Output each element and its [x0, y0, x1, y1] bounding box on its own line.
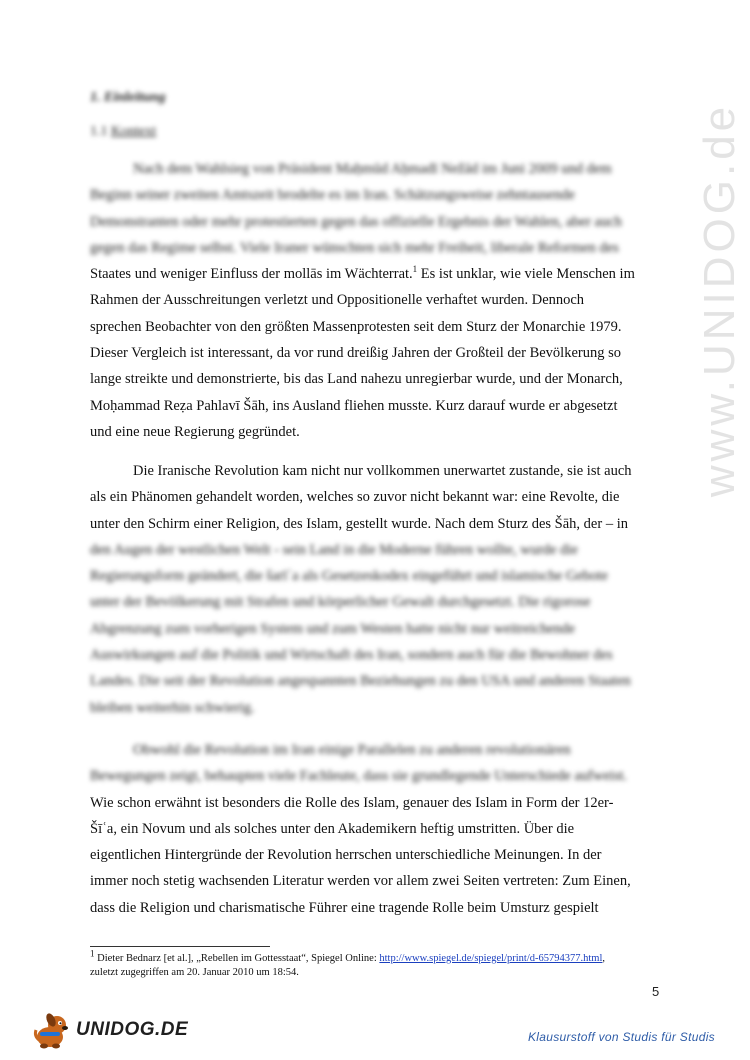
text-line: Bewegungen zeigt, behaupten viele Fachleute, dass sie grundlegende Unterschiede aufweist. [90, 768, 628, 785]
footnote-number: 1 [90, 948, 95, 959]
text-line: Wie schon erwähnt ist besonders die Rolle des Islam, genauer des Islam in Form der 12er- [90, 794, 614, 811]
text-line: Auswirkungen auf die Politik und Wirtschaft des Iran, sondern auch für die Bewohner des [90, 647, 613, 664]
footnote-reference: 1 [412, 264, 418, 275]
text-line: dass die Religion und charismatische Führer eine tragende Rolle beim Umsturz gespielt [90, 899, 599, 916]
text-line: unter der Bevölkerung mit Strafen und körperlicher Gewalt durchgesetzt. Die rigorose [90, 594, 591, 611]
text-line [90, 261, 660, 287]
logo-text: UNIDOG.DE [76, 1019, 189, 1040]
text-line: sprechen Beobachter von den größten Massenprotesten seit dem Sturz der Monarchie 1979. [90, 318, 622, 335]
footnote-text: , [602, 953, 605, 964]
text-line: gegen das Regime selbst. Viele Iraner wünschten sich mehr Freiheit, liberale Reformen des [90, 239, 619, 256]
footnote-line: zuletzt zugegriffen am 20. Januar 2010 um 18:54. [90, 967, 299, 978]
text-line: eigentlichen Hintergründe der Revolution herrschen unterschiedliche Meinungen. In der [90, 847, 602, 864]
dog-mascot-icon [30, 1010, 74, 1050]
tagline: Klausurstoff von Studis für Studis [528, 1030, 715, 1044]
text-line: Landes. Die seit der Revolution angespannten Beziehungen zu den USA und anderen Staaten [90, 673, 631, 690]
text-line: Moḥammad Reẓa Pahlavī Šāh, ins Ausland fliehen musste. Kurz darauf wurde er abgesetzt [90, 397, 618, 414]
text-line: und eine neue Regierung gegründet. [90, 423, 300, 440]
text-line: lange streikte und demonstrierte, bis das Land nahezu unregierbar wurde, und der Monarch, [90, 371, 623, 388]
text-line: Abgrenzung zum vorherigen System und zum Westen hatte nicht nur weitreichende [90, 620, 575, 637]
page-number: 5 [652, 984, 660, 999]
text-line: Rahmen der Ausschreitungen verletzt und Oppositionelle verhaftet wurden. Dennoch [90, 292, 585, 309]
text-line: Dieser Vergleich ist interessant, da vor rund dreißig Jahren der Großteil der Bevölkerung so [90, 345, 621, 362]
unidog-logo[interactable] [30, 1010, 188, 1050]
section-title: Kontext [111, 124, 157, 139]
text-line: als ein Phänomen gehandelt worden, welches so zuvor nicht bekannt war: eine Revolte, die [90, 489, 620, 506]
text-line: bleiben weiterhin schwierig. [90, 699, 255, 716]
text-line: Šīʿa, ein Novum und als solches unter den Akademikern heftig umstritten. Über die [90, 820, 575, 837]
text-line: Die Iranische Revolution kam nicht nur vollkommen unerwartet zustande, sie ist auch [133, 463, 632, 479]
text-line: unter den Schirm einer Religion, des Islam, gestellt wurde. Nach dem Sturz des Šāh, der – in [90, 515, 628, 532]
text-span: Staates und weniger Einfluss der mollās im Wächterrat. [90, 266, 413, 283]
footnote-separator [90, 946, 270, 947]
text-line: Regierungsform geändert, die šarīʿa als Gesetzeskodex eingeführt und islamische Gebote [90, 568, 608, 585]
text-line: Demonstranten oder mehr protestierten gegen das offizielle Ergebnis der Wahlen, aber auch [90, 213, 622, 230]
paragraph-1 [90, 156, 660, 445]
text-line: Beginn seiner zweiten Amtszeit brodelte es im Iran. Schätzungsweise zehntausende [90, 187, 575, 204]
text-line: den Augen der westlichen Welt - sein Land in die Moderne führen wollte, wurde die [90, 541, 578, 558]
footnote [90, 948, 670, 980]
footnote-text: Dieter Bednarz [et al.], „Rebellen im Gottesstaat“, Spiegel Online: [94, 953, 380, 964]
text-line: Obwohl die Revolution im Iran einige Parallelen zu anderen revolutionären [133, 742, 571, 758]
section-number: 1.1 [90, 124, 108, 139]
text-span: Es ist unklar, wie viele Menschen im [417, 266, 635, 283]
footnote-link[interactable]: http://www.spiegel.de/spiegel/print/d-65794377.html [379, 953, 603, 964]
paragraph-2 [90, 458, 660, 721]
watermark: www.UNIDOG.de [695, 102, 744, 498]
paragraph-3 [90, 737, 660, 921]
chapter-heading: 1. Einleitung [90, 90, 166, 105]
text-line: immer noch stetig wachsenden Literatur werden vor allem zwei Seiten vertreten: Zum Einen, [90, 873, 631, 890]
section-heading [90, 124, 156, 140]
text-line: Nach dem Wahlsieg von Präsident Maḥmūd Aḥmadī Nežād im Juni 2009 und dem [133, 161, 612, 177]
footnote-line [90, 948, 670, 966]
